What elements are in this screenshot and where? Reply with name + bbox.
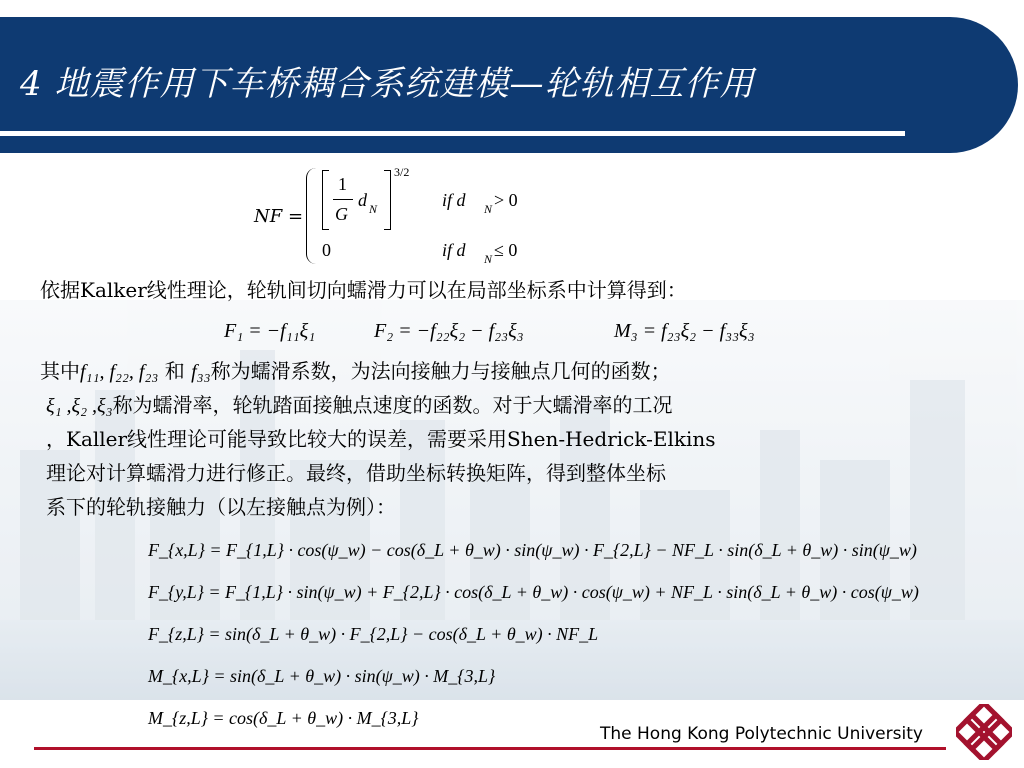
paragraph2-line5: 系下的轮轨接触力（以左接触点为例）： — [46, 495, 396, 519]
paragraph2-line2 — [46, 388, 673, 423]
nf-bracket-left — [322, 170, 329, 230]
nf-frac-line — [333, 199, 353, 200]
eq-f1: F₁ = −f₁₁ξ₁ — [224, 320, 316, 342]
nf-lhs: NF = — [254, 206, 304, 227]
nf-brace — [306, 168, 317, 264]
nf-case2-value: 0 — [322, 240, 331, 260]
paragraph2-line3: ，Kaller线性理论可能导致比较大的误差，需要采用Shen-Hedrick-Elkins — [46, 427, 716, 451]
nf-cond1-tail: > 0 — [494, 190, 518, 210]
nf-cond1: if d — [442, 190, 466, 210]
p2-text-coeff-desc: 称为蠕滑系数，为法向接触力与接触点几何的函数； — [210, 359, 671, 383]
eq-m3: M₃ = f₂₃ξ₂ − f₃₃ξ₃ — [614, 320, 755, 342]
nf-frac-num: 1 — [338, 174, 347, 194]
paragraph2-line1 — [40, 354, 671, 389]
nf-cond1-sub: N — [484, 202, 493, 216]
nf-cond2-tail: ≤ 0 — [494, 240, 518, 260]
eq-mx: M_{x,L} = sin(δ_L + θ_w) · sin(ψ_w) · M_{3,L} — [148, 666, 496, 686]
slide-title: 4 地震作用下车桥耦合系统建模—轮轨相互作用 — [20, 64, 755, 104]
polyu-logo-icon — [956, 704, 1012, 760]
paragraph2-line4: 理论对计算蠕滑力进行修正。最终，借助坐标转换矩阵，得到整体坐标 — [46, 461, 666, 485]
nf-cond2: if d — [442, 240, 466, 260]
nf-power: 3/2 — [394, 165, 410, 179]
eq-f2: F₂ = −f₂₂ξ₂ − f₂₃ξ₃ — [374, 320, 524, 342]
eq-fx: F_{x,L} = F_{1,L} · cos(ψ_w) − cos(δ_L + θ_w) · sin(ψ_w) · F_{2,L} − NF_L · sin(δ_L + θ_w) · sin(ψ_w) — [148, 540, 917, 560]
p2-creepage-desc: 称为蠕滑率，轮轨踏面接触点速度的函数。对于大蠕滑率的工况 — [112, 393, 673, 417]
p2-coeff-vars: f₁₁, f₂₂, f₂₃ — [80, 361, 159, 383]
p2-text-qizhong: 其中 — [40, 359, 80, 383]
eq-fz: F_{z,L} = sin(δ_L + θ_w) · F_{2,L} − cos(δ_L + θ_w) · NF_L — [148, 624, 599, 644]
footer-divider — [34, 747, 946, 750]
nf-dn-sub: N — [369, 202, 378, 216]
nf-bracket-right — [384, 170, 391, 230]
p2-creepage-vars: ξ₁ ,ξ₂ ,ξ₃ — [46, 395, 113, 417]
p2-coeff-var33: f₃₃ — [191, 361, 211, 383]
title-underline — [0, 131, 905, 136]
kalker-intro-text: 依据Kalker线性理论，轮轨间切向蠕滑力可以在局部坐标系中计算得到： — [40, 278, 687, 302]
eq-mz: M_{z,L} = cos(δ_L + θ_w) · M_{3,L} — [148, 708, 419, 728]
nf-dn: d — [358, 190, 367, 210]
nf-frac-den: G — [335, 204, 348, 224]
p2-text-he: 和 — [158, 359, 192, 383]
nf-cond2-sub: N — [484, 252, 493, 266]
university-name: The Hong Kong Polytechnic University — [600, 724, 923, 744]
eq-fy: F_{y,L} = F_{1,L} · sin(ψ_w) + F_{2,L} · cos(δ_L + θ_w) · cos(ψ_w) + NF_L · sin(δ_L + θ_w) · cos(ψ_w) — [148, 582, 919, 602]
